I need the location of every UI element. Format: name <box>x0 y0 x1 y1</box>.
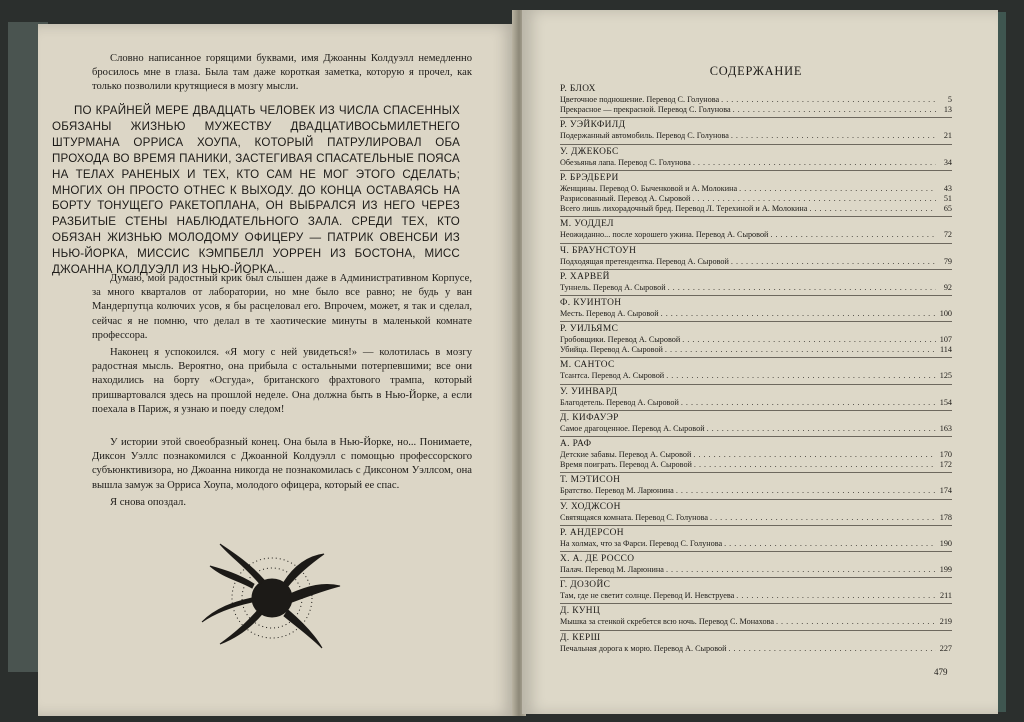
toc-author: Ф. КУИНТОН <box>560 297 622 308</box>
toc-entry-page: 21 <box>943 131 952 141</box>
toc-entry <box>560 371 952 381</box>
toc-dot-leader <box>692 194 936 204</box>
toc-entry-page: 13 <box>943 105 952 115</box>
toc-divider <box>560 384 952 385</box>
toc-entry-title: Разрисованный. Перевод А. Сыровой <box>560 193 691 203</box>
page-number: 479 <box>934 667 948 677</box>
toc-divider <box>560 295 952 296</box>
newspaper-clipping-text: ПО КРАЙНЕЙ МЕРЕ ДВАДЦАТЬ ЧЕЛОВЕК ИЗ ЧИСЛА СПАСЕННЫХ ОБЯЗАНЫ ЖИЗНЬЮ МУЖЕСТВУ ДВАДЦАТИВОСЬМИЛЕТНЕГО ШТУРМАНА ОРРИСА ХОУПА, КОТОРЫЙ ПАТРУЛИРОВАЛ ОБА ПРОХОДА ВО ВРЕМЯ ПАНИКИ, ЗАСТЕГИВАЯ СПАСАТЕЛЬНЫЕ ПОЯСА НА ТЕЛАХ РАНЕНЫХ И ТЕХ, КТО САМ НЕ МОГ ЭТОГО СДЕЛАТЬ; МНОГИХ ОН ПРОСТО ОТНЕС К ВЫХОДУ. ДО КОНЦА ОСТАВАЯСЬ НА БОРТУ ТОНУЩЕГО РАКЕТОПЛАНА, ОН ВЫБРАЛСЯ ИЗ НЕГО ЧЕРЕЗ РАЗБИТЫЕ СТЕНЫ НАБЛЮДАТЕЛЬНОГО ЗАЛА. СРЕДИ ТЕХ, КТО ОБЯЗАН ЖИЗНЬЮ МОЛОДОМУ ОФИЦЕРУ — ПАТРИК ОВЕНСБИ ИЗ НЬЮ-ЙОРКА, МИССИС КЭМПБЕЛЛ УОРРЕН ИЗ БОСТОНА, МИСС ДЖОАННА КОЛДУЭЛЛ ИЗ НЬЮ-ЙОРКА... <box>52 104 460 277</box>
toc-author: У. ХОДЖСОН <box>560 501 621 512</box>
toc-entry-page: 43 <box>943 183 952 193</box>
decorative-ornament-illustration <box>190 536 350 656</box>
toc-author: Д. КЕРШ <box>560 632 601 643</box>
toc-dot-leader <box>733 105 936 115</box>
toc-entry <box>560 257 952 267</box>
toc-divider <box>560 436 952 437</box>
toc-divider <box>560 410 952 411</box>
toc-entry-title: Самое драгоценное. Перевод А. Сыровой <box>560 423 705 433</box>
toc-author: Х. А. ДЕ РОССО <box>560 553 635 564</box>
toc-entry-title: Время поиграть. Перевод А. Сыровой <box>560 460 692 470</box>
toc-author: Д. КУНЦ <box>560 606 601 617</box>
toc-entry-page: 219 <box>939 617 952 627</box>
toc-dot-leader <box>668 283 936 293</box>
toc-entry-page: 5 <box>947 95 952 104</box>
toc-divider <box>560 499 952 500</box>
toc-entry-page: 163 <box>939 423 952 433</box>
toc-entry-page: 125 <box>939 371 952 381</box>
toc-entry-page: 107 <box>939 335 952 345</box>
toc-dot-leader <box>682 335 936 345</box>
toc-author: У. УИНВАРД <box>560 386 618 397</box>
toc-divider <box>560 551 952 552</box>
toc-entry-page: 100 <box>939 308 952 318</box>
toc-dot-leader <box>693 158 936 168</box>
toc-entry-title: Тсантса. Перевод А. Сыровой <box>560 371 665 381</box>
toc-entry <box>560 398 952 408</box>
toc-entry-page: 154 <box>939 397 952 407</box>
toc-author: Р. ХАРВЕЙ <box>560 271 610 282</box>
toc-entry-title: Благодетель. Перевод А. Сыровой <box>560 397 679 407</box>
toc-entry <box>560 424 952 434</box>
toc-entry-title: Обезьянья лапа. Перевод С. Голунова <box>560 157 691 167</box>
toc-entry-title: Детские забавы. Перевод А. Сыровой <box>560 450 692 459</box>
toc-dot-leader <box>707 424 936 434</box>
toc-entry <box>560 283 952 293</box>
table-of-contents <box>560 84 952 654</box>
toc-entry <box>560 204 952 214</box>
toc-divider <box>560 630 952 631</box>
toc-entry <box>560 565 952 575</box>
paragraph-ending: У истории этой своеобразный конец. Она была в Нью-Йорке, но... Понимаете, Диксон Уэллс познакомился с Джоанной Колдуэлл с помощью профессорского субъюнктивизора, но Джоанна никогда не познакомилась с Диксоном Уэллсом, она вышла замуж за Орриса Хоупа, молодого офицера, который ее спас. <box>92 437 472 491</box>
toc-author: Р. БРЭДБЕРИ <box>560 172 619 183</box>
toc-entry-page: 178 <box>939 512 952 522</box>
toc-dot-leader <box>736 591 936 601</box>
toc-entry <box>560 345 952 355</box>
toc-entry-title: Подержанный автомобиль. Перевод С. Голунова <box>560 131 729 141</box>
toc-entry-title: Всего лишь лихорадочный бред. Перевод Л. Терехиной и А. Молокина <box>560 204 808 214</box>
toc-entry-page: 72 <box>943 230 952 240</box>
toc-divider <box>560 269 952 270</box>
toc-entry <box>560 539 952 549</box>
toc-entry-page: 34 <box>943 157 952 167</box>
toc-divider <box>560 170 952 171</box>
toc-dot-leader <box>809 204 936 214</box>
toc-entry-page: 170 <box>939 450 952 459</box>
toc-entry <box>560 617 952 627</box>
toc-divider <box>560 525 952 526</box>
toc-divider <box>560 216 952 217</box>
toc-author: У. ДЖЕКОБС <box>560 146 619 157</box>
toc-divider <box>560 357 952 358</box>
toc-entry-page: 174 <box>939 486 952 496</box>
toc-entry-title: Подходящая претендентка. Перевод А. Сыровой <box>560 256 729 266</box>
toc-divider <box>560 577 952 578</box>
toc-entry <box>560 450 952 460</box>
toc-entry <box>560 591 952 601</box>
toc-entry <box>560 105 952 115</box>
toc-entry-page: 65 <box>943 204 952 214</box>
toc-entry-page: 199 <box>939 564 952 574</box>
toc-entry-title: Месть. Перевод А. Сыровой <box>560 308 659 318</box>
toc-dot-leader <box>665 345 936 355</box>
toc-dot-leader <box>694 460 936 470</box>
toc-author: Р. БЛОХ <box>560 84 596 94</box>
toc-entry <box>560 644 952 654</box>
toc-entry <box>560 95 952 105</box>
toc-dot-leader <box>739 184 936 194</box>
toc-dot-leader <box>729 644 937 654</box>
toc-dot-leader <box>724 539 936 549</box>
paragraph-joy: Думаю, мой радостный крик был слышен даже в Административном Корпусе, за много кварталов от лаборатории, но мне было все равно; не будь у ван Мандерпутца колючих усов, я бы расцеловал его. Впрочем, может, я так и сделал, сейчас я не помню, что делал в те хаотические минуты в маленькой комнате профессора. <box>92 273 472 341</box>
toc-author: Г. ДОЗОЙС <box>560 580 611 591</box>
toc-divider <box>560 603 952 604</box>
toc-entry <box>560 158 952 168</box>
toc-entry-page: 92 <box>943 282 952 292</box>
toc-dot-leader <box>721 95 936 105</box>
toc-dot-leader <box>666 371 936 381</box>
toc-author: А. РАФ <box>560 439 592 449</box>
toc-author: М. САНТОС <box>560 360 615 371</box>
toc-dot-leader <box>776 617 936 627</box>
toc-author: Р. УЭЙКФИЛД <box>560 120 626 131</box>
paragraph-calm: Наконец я успокоился. «Я могу с ней увидеться!» — колотилась в мозгу радостная мысль. Вероятно, она прибыла с остальными потерпевшими; все они находились на борту «Осгуда», британского фрахтового трампа, который пришвартовался здесь на прошлой неделе. Она должна быть в Нью-Йорке, а если поехала в Париж, я узнаю и поеду следом! <box>92 347 472 415</box>
toc-dot-leader <box>731 257 936 267</box>
toc-divider <box>560 472 952 473</box>
toc-dot-leader <box>710 513 936 523</box>
toc-entry-title: Женщины. Перевод О. Быченковой и А. Молокина <box>560 183 738 193</box>
toc-dot-leader <box>666 565 936 575</box>
toc-entry-page: 79 <box>943 256 952 266</box>
toc-entry <box>560 309 952 319</box>
toc-entry-page: 211 <box>940 591 952 601</box>
toc-entry-title: Там, где не светит солнце. Перевод И. Невструева <box>560 591 735 601</box>
toc-entry <box>560 335 952 345</box>
toc-entry <box>560 184 952 194</box>
toc-divider <box>560 321 952 322</box>
toc-dot-leader <box>693 450 936 460</box>
paragraph-late: Я снова опоздал. <box>110 497 186 508</box>
toc-entry-page: 114 <box>940 345 952 355</box>
toc-author: Ч. БРАУНСТОУН <box>560 245 637 256</box>
toc-entry-page: 190 <box>939 538 952 548</box>
toc-entry-title: Братство. Перевод М. Ларюнина <box>560 486 674 496</box>
toc-entry-title: Туннель. Перевод А. Сыровой <box>560 282 666 292</box>
toc-entry-title: Прекрасное — прекрасной. Перевод С. Голунова <box>560 105 731 115</box>
toc-author: Р. АНДЕРСОН <box>560 527 624 538</box>
toc-entry <box>560 486 952 496</box>
toc-entry-page: 172 <box>939 460 952 470</box>
toc-entry-title: Печальная дорога к морю. Перевод А. Сыровой <box>560 643 727 653</box>
toc-author: Т. МЭТИСОН <box>560 475 621 486</box>
toc-divider <box>560 144 952 145</box>
toc-entry-title: Палач. Перевод М. Ларюнина <box>560 564 664 574</box>
toc-entry <box>560 131 952 141</box>
toc-entry-title: Убийца. Перевод А. Сыровой <box>560 345 663 355</box>
toc-entry-title: Цветочное подношение. Перевод С. Голунова <box>560 95 720 104</box>
toc-entry <box>560 194 952 204</box>
toc-dot-leader <box>676 486 936 496</box>
toc-divider <box>560 117 952 118</box>
toc-author: Д. КИФАУЭР <box>560 412 619 423</box>
toc-entry-title: Гробовщики. Перевод А. Сыровой <box>560 335 681 345</box>
paragraph-intro: Словно написанное горящими буквами, имя Джоанны Колдуэлл немедленно бросилось мне в глаза. Была там даже короткая заметка, которую я прочел, как только позволили крутящиеся в мозгу мысли. <box>92 53 472 93</box>
toc-dot-leader <box>681 398 936 408</box>
toc-entry <box>560 230 952 240</box>
toc-dot-leader <box>770 230 936 240</box>
toc-entry <box>560 460 952 470</box>
toc-author: М. УОДДЕЛ <box>560 219 614 230</box>
toc-entry <box>560 513 952 523</box>
toc-title: СОДЕРЖАНИЕ <box>709 64 803 78</box>
toc-author: Р. УИЛЬЯМС <box>560 324 619 335</box>
toc-entry-page: 227 <box>939 643 952 653</box>
toc-entry-title: Неожиданно... после хорошего ужина. Перевод А. Сыровой <box>560 230 769 240</box>
toc-dot-leader <box>661 309 936 319</box>
toc-entry-page: 51 <box>943 193 952 203</box>
toc-divider <box>560 243 952 244</box>
toc-entry-title: Мышка за стенкой скребется всю ночь. Перевод С. Монахова <box>560 617 774 627</box>
toc-entry-title: На холмах, что за Фарси. Перевод С. Голунова <box>560 538 723 548</box>
toc-entry-title: Святящаяся комната. Перевод С. Голунова <box>560 512 709 522</box>
toc-dot-leader <box>731 131 936 141</box>
